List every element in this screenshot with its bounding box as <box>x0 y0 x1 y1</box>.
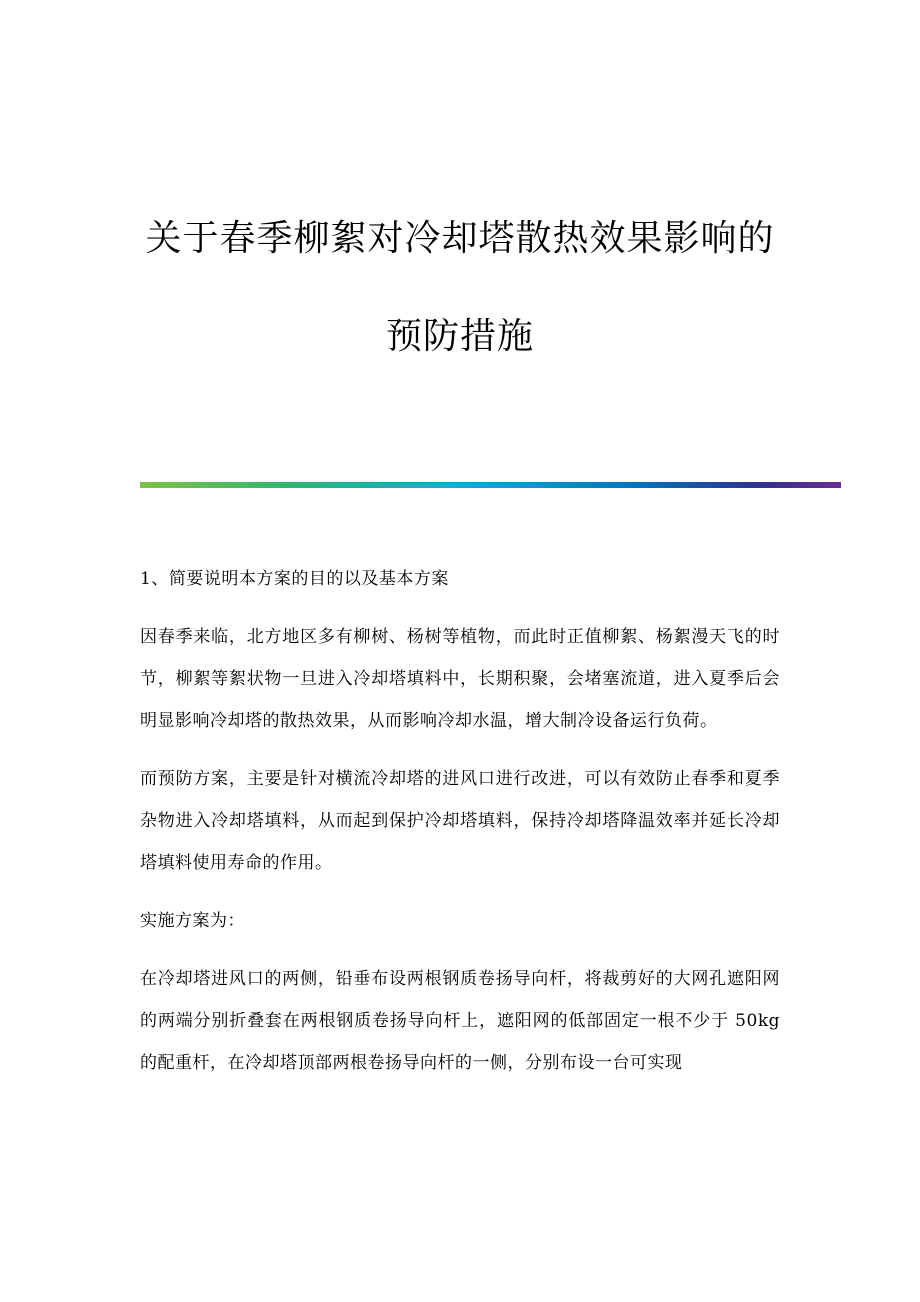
paragraph-background: 因春季来临，北方地区多有柳树、杨树等植物，而此时正值柳絮、杨絮漫天飞的时节，柳絮等絮状物一旦进入冷却塔填料中，长期积聚，会堵塞流道，进入夏季后会明显影响冷却塔的散热效果，从而影响冷却水温，增大制冷设备运行负荷。 <box>140 627 780 731</box>
document-title-line-2: 预防措施 <box>385 316 534 357</box>
gradient-divider <box>140 482 841 488</box>
section-heading: 1、简要说明本方案的目的以及基本方案 <box>140 569 449 589</box>
document-title-line-1: 关于春季柳絮对冷却塔散热效果影响的 <box>145 218 775 259</box>
document-body <box>140 558 780 1100</box>
paragraph-implementation-detail: 在冷却塔进风口的两侧，铅垂布设两根钢质卷扬导向杆，将裁剪好的大网孔遮阳网的两端分别折叠套在两根钢质卷扬导向杆上，遮阳网的低部固定一根不少于 50kg 的配重杆，在冷却塔顶部两根卷扬导向杆的一侧，分别布设一台可实现 <box>140 969 780 1073</box>
paragraph-implementation-label: 实施方案为： <box>140 911 245 931</box>
paragraph-prevention: 而预防方案，主要是针对横流冷却塔的进风口进行改进，可以有效防止春季和夏季杂物进入冷却塔填料，从而起到保护冷却塔填料，保持冷却塔降温效率并延长冷却塔填料使用寿命的作用。 <box>140 769 780 873</box>
